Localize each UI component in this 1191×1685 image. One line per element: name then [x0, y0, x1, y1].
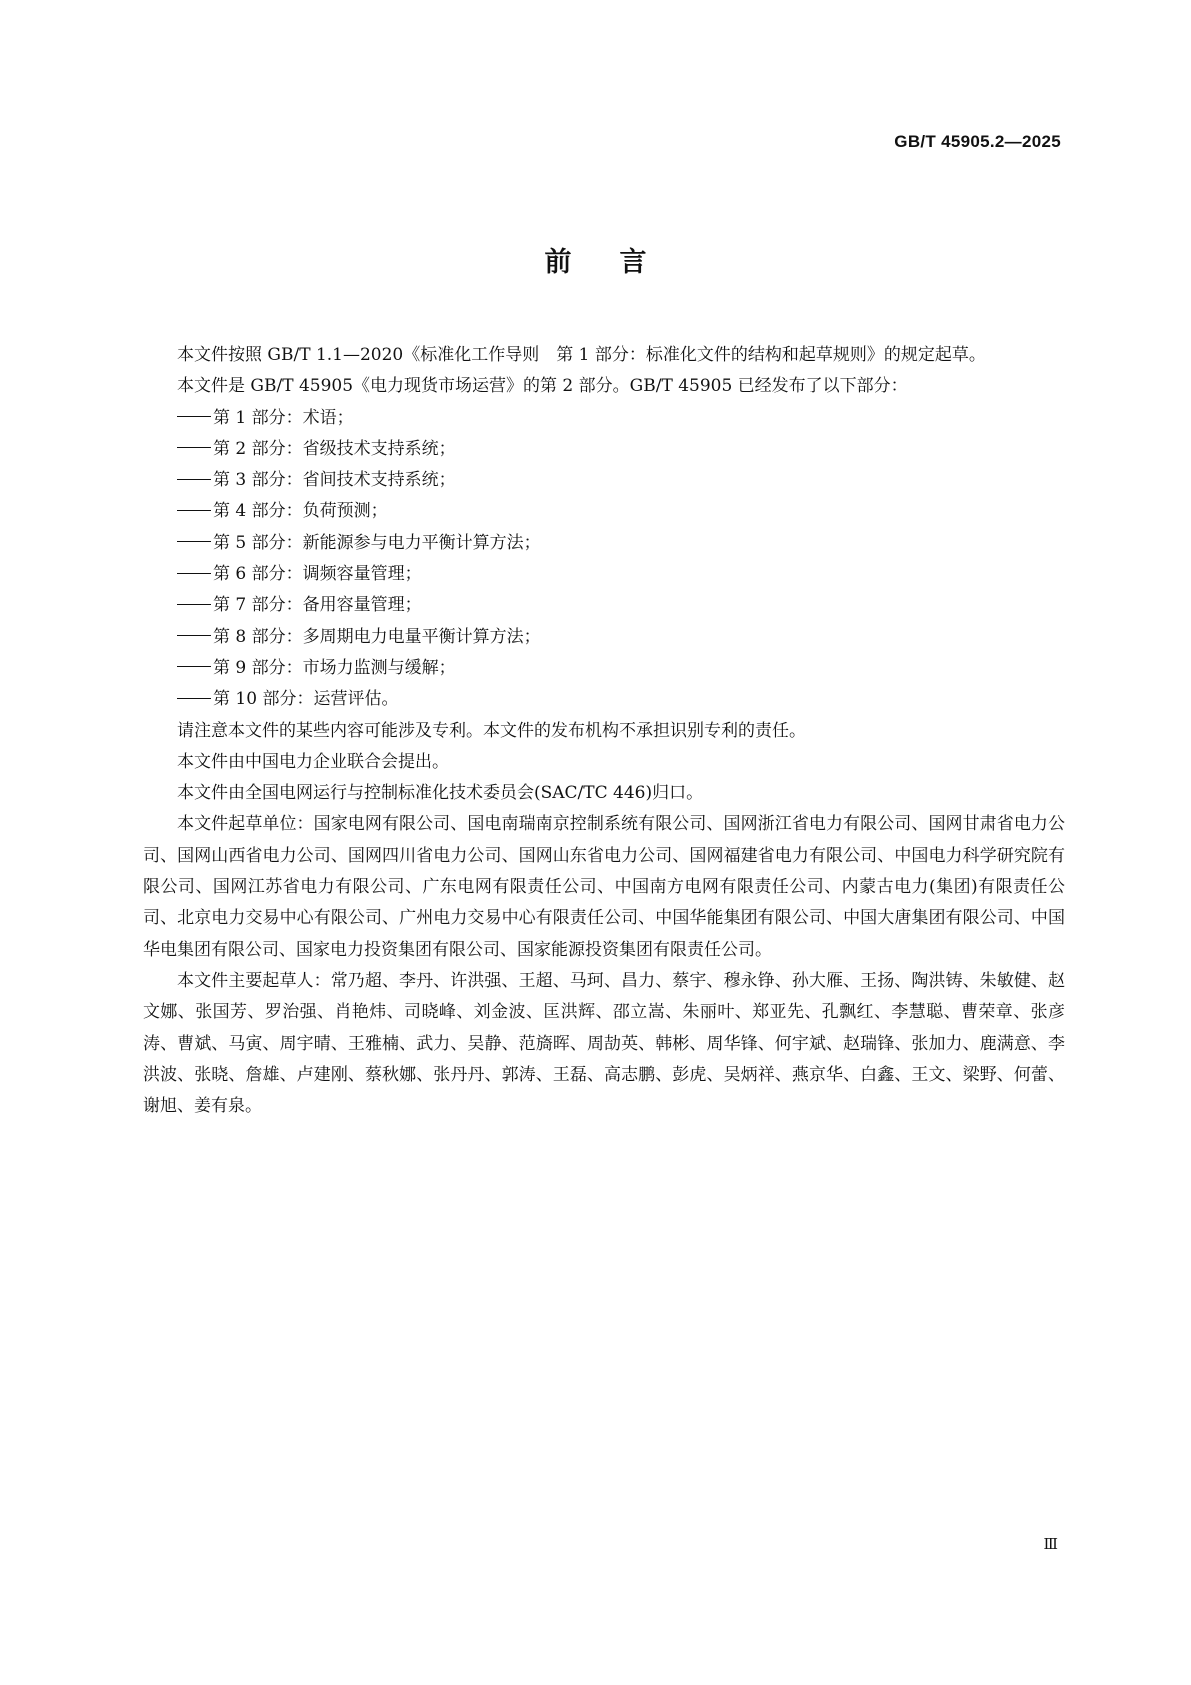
dash-mark	[177, 666, 211, 668]
paragraph-committee: 本文件由全国电网运行与控制标准化技术委员会(SAC/TC 446)归口。	[177, 783, 704, 804]
dash-mark	[177, 635, 211, 637]
paragraph-drafting-units: 本文件起草单位：国家电网有限公司、国电南瑞南京控制系统有限公司、国网浙江省电力有限公司、国网甘肃省电力公司、国网山西省电力公司、国网四川省电力公司、国网山东省电力公司、国网福建省电力有限公司、中国电力科学研究院有限公司、国网江苏省电力有限公司、广东电网有限责任公司、中国南方电网有限责任公司、内蒙古电力(集团)有限责任公司、北京电力交易中心有限公司、广州电力交易中心有限责任公司、中国华能集团有限公司、中国大唐集团有限公司、中国华电集团有限公司、国家电力投资集团有限公司、国家能源投资集团有限责任公司。	[143, 814, 1065, 960]
page-title: 前言	[544, 247, 695, 278]
dash-mark	[177, 698, 211, 700]
dash-mark	[177, 447, 211, 449]
page-number: Ⅲ	[1043, 1535, 1057, 1553]
list-item: 第 2 部分：省级技术支持系统；	[143, 434, 1065, 465]
list-item: 第 7 部分：备用容量管理；	[143, 590, 1065, 621]
list-item: 第 9 部分：市场力监测与缓解；	[143, 653, 1065, 684]
list-item: 第 3 部分：省间技术支持系统；	[143, 465, 1065, 496]
standard-code: GB/T 45905.2—2025	[894, 132, 1061, 151]
list-item: 第 5 部分：新能源参与电力平衡计算方法；	[143, 528, 1065, 559]
dash-mark	[177, 604, 211, 606]
dash-mark	[177, 541, 211, 543]
dash-mark	[177, 479, 211, 481]
list-item: 第 1 部分：术语；	[143, 403, 1065, 434]
list-item: 第 6 部分：调频容量管理；	[143, 559, 1065, 590]
document-body	[143, 340, 1065, 1122]
paragraph-proposer: 本文件由中国电力企业联合会提出。	[177, 751, 449, 772]
paragraph-series-intro: 本文件是 GB/T 45905《电力现货市场运营》的第 2 部分。GB/T 45905 已经发布了以下部分：	[177, 376, 908, 397]
list-item: 第 4 部分：负荷预测；	[143, 496, 1065, 527]
paragraph-drafters: 本文件主要起草人：常乃超、李丹、许洪强、王超、马珂、昌力、蔡宇、穆永铮、孙大雁、王扬、陶洪铸、朱敏健、赵文娜、张国芳、罗治强、肖艳炜、司晓峰、刘金波、匡洪辉、邵立嵩、朱丽叶、郑亚先、孔飘红、李慧聪、曹荣章、张彦涛、曹斌、马寅、周宇晴、王雅楠、武力、吴静、范旖晖、周劼英、韩彬、周华锋、何宇斌、赵瑞锋、张加力、鹿满意、李洪波、张晓、詹雄、卢建刚、蔡秋娜、张丹丹、郭涛、王磊、高志鹏、彭虎、吴炳祥、燕京华、白鑫、王文、梁野、何蕾、谢旭、姜有泉。	[143, 970, 1065, 1117]
list-item: 第 10 部分：运营评估。	[143, 684, 1065, 715]
parts-list	[143, 403, 1065, 716]
paragraph-patent-notice: 请注意本文件的某些内容可能涉及专利。本文件的发布机构不承担识别专利的责任。	[177, 720, 806, 741]
list-item: 第 8 部分：多周期电力电量平衡计算方法；	[143, 622, 1065, 653]
dash-mark	[177, 573, 211, 575]
dash-mark	[177, 416, 211, 418]
paragraph-drafting-rules: 本文件按照 GB/T 1.1—2020《标准化工作导则 第 1 部分：标准化文件的结构和起草规则》的规定起草。	[177, 345, 986, 365]
dash-mark	[177, 510, 211, 512]
